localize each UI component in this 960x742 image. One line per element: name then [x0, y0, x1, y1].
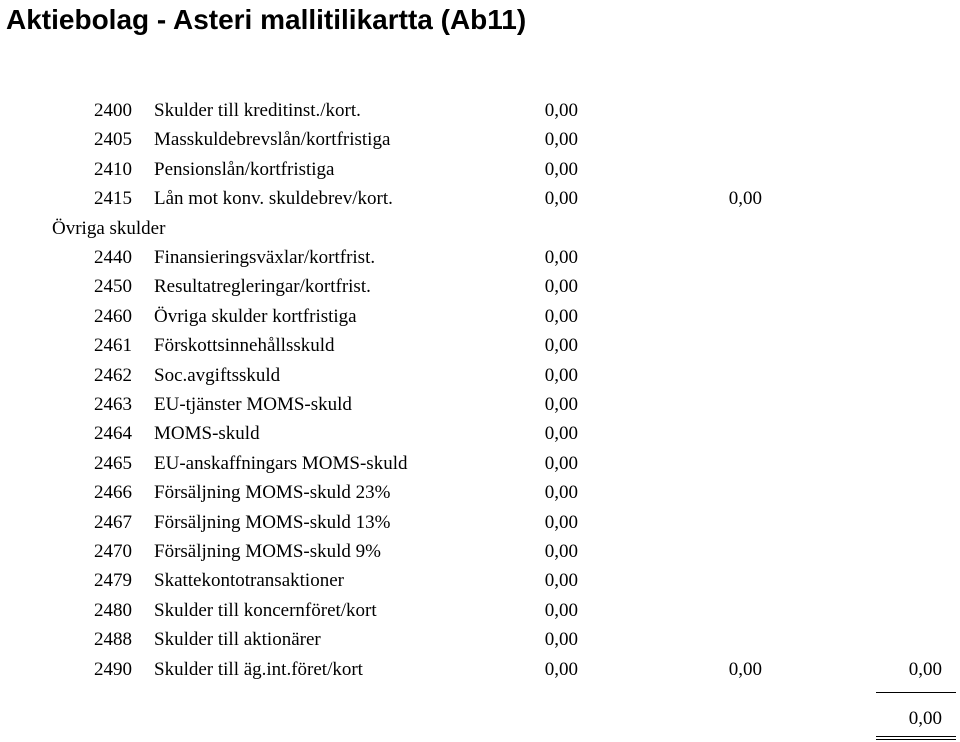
account-row: [0, 508, 960, 537]
account-amount: 0,00: [544, 658, 578, 680]
account-amount: 0,00: [544, 305, 578, 327]
account-amount: 0,00: [544, 570, 578, 592]
section-heading: Övriga skulder: [52, 217, 166, 239]
account-code: 2450: [94, 276, 132, 298]
account-amount: 0,00: [544, 335, 578, 357]
account-code: 2490: [94, 658, 132, 680]
account-code: 2463: [94, 394, 132, 415]
account-row: [0, 537, 960, 566]
account-amount: 0,00: [544, 452, 578, 474]
account-code: 2405: [94, 129, 132, 151]
account-code: 2410: [94, 158, 132, 180]
account-row: [0, 331, 960, 360]
account-amount: 0,00: [544, 100, 578, 121]
account-name: Förskottsinnehållsskuld: [154, 335, 335, 357]
account-row: [0, 596, 960, 625]
account-row: [0, 478, 960, 507]
double-underline: [876, 736, 956, 740]
account-code: 2461: [94, 335, 132, 357]
summary-rule: [876, 692, 956, 693]
grand-total: 0,00: [908, 708, 942, 729]
account-name: Försäljning MOMS-skuld 9%: [154, 541, 381, 562]
group-subtotal: 0,00: [728, 188, 762, 210]
account-name: Försäljning MOMS-skuld 23%: [154, 482, 391, 504]
account-name: Skulder till koncernföret/kort: [154, 599, 377, 621]
account-amount: 0,00: [544, 423, 578, 445]
account-name: Skattekontotransaktioner: [154, 570, 344, 592]
account-row: [0, 272, 960, 301]
account-code: 2415: [94, 188, 132, 210]
page-title: Aktiebolag - Asteri mallitilikartta (Ab11): [6, 4, 527, 35]
account-name: Övriga skulder kortfristiga: [154, 305, 357, 327]
account-amount: 0,00: [544, 629, 578, 651]
account-row: [0, 155, 960, 184]
account-code: 2462: [94, 364, 132, 386]
account-name: EU-anskaffningars MOMS-skuld: [154, 452, 408, 474]
account-code: 2460: [94, 305, 132, 327]
account-row: [0, 449, 960, 478]
account-code: 2470: [94, 541, 132, 562]
account-amount: 0,00: [544, 364, 578, 386]
account-row: [0, 390, 960, 419]
account-amount: 0,00: [544, 599, 578, 621]
account-code: 2488: [94, 629, 132, 651]
account-row: [0, 419, 960, 448]
account-row: [0, 96, 960, 125]
account-amount: 0,00: [544, 511, 578, 533]
account-row: [0, 243, 960, 272]
group-subtotal: 0,00: [728, 658, 762, 680]
account-name: EU-tjänster MOMS-skuld: [154, 394, 352, 415]
account-amount: 0,00: [544, 541, 578, 562]
account-code: 2466: [94, 482, 132, 504]
account-code: 2400: [94, 100, 132, 121]
account-name: Lån mot konv. skuldebrev/kort.: [154, 188, 393, 210]
section-total: 0,00: [908, 658, 942, 680]
account-row: [0, 361, 960, 390]
account-row: [0, 625, 960, 654]
account-code: 2467: [94, 511, 132, 533]
account-name: MOMS-skuld: [154, 423, 260, 445]
account-name: Skulder till äg.int.föret/kort: [154, 658, 363, 680]
account-name: Skulder till aktionärer: [154, 629, 321, 651]
account-name: Försäljning MOMS-skuld 13%: [154, 511, 391, 533]
account-amount: 0,00: [544, 188, 578, 210]
account-row: [0, 125, 960, 154]
section-heading-row: [0, 214, 960, 243]
account-row: [0, 655, 960, 684]
account-name: Masskuldebrevslån/kortfristiga: [154, 129, 391, 151]
account-amount: 0,00: [544, 129, 578, 151]
account-amount: 0,00: [544, 276, 578, 298]
account-amount: 0,00: [544, 394, 578, 415]
account-code: 2480: [94, 599, 132, 621]
account-row: [0, 566, 960, 595]
account-code: 2464: [94, 423, 132, 445]
account-amount: 0,00: [544, 158, 578, 180]
account-amount: 0,00: [544, 247, 578, 268]
account-amount: 0,00: [544, 482, 578, 504]
account-row: [0, 184, 960, 213]
account-code: 2465: [94, 452, 132, 474]
account-name: Finansieringsväxlar/kortfrist.: [154, 247, 376, 268]
account-name: Skulder till kreditinst./kort.: [154, 100, 361, 121]
account-code: 2440: [94, 247, 132, 268]
account-code: 2479: [94, 570, 132, 592]
account-name: Pensionslån/kortfristiga: [154, 158, 335, 180]
account-name: Resultatregleringar/kortfrist.: [154, 276, 371, 298]
account-name: Soc.avgiftsskuld: [154, 364, 281, 386]
account-row: [0, 302, 960, 331]
